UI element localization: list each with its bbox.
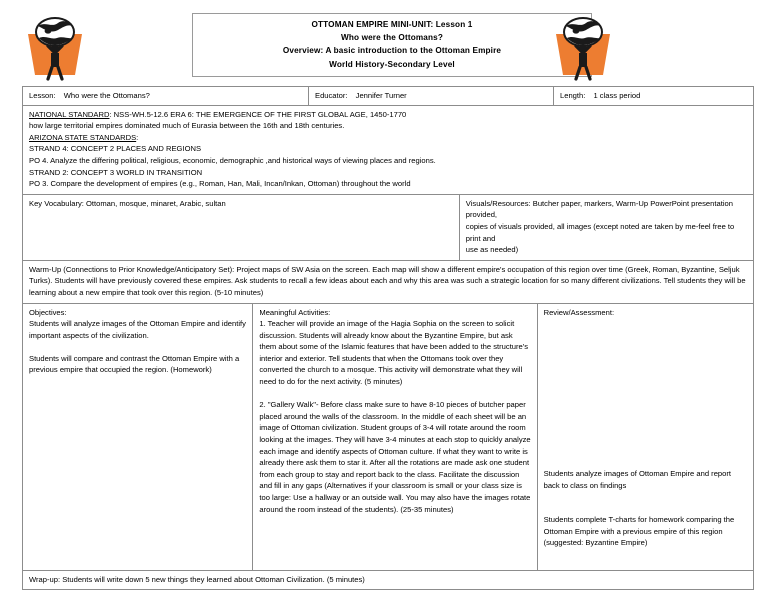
table-row-wrapup: [23, 571, 753, 590]
review-paragraph-2: Students complete T-charts for homework comparing the Ottoman Empire with a previous empire of this region (suggested: Byzantine Empire): [543, 515, 735, 548]
strand-4-line: STRAND 4: CONCEPT 2 PLACES AND REGIONS: [29, 144, 202, 154]
page-header: [22, 4, 754, 86]
objectives-paragraph-2: Students will compare and contrast the Ottoman Empire with a previous empire that occupied the region. (Homework): [29, 353, 240, 375]
national-standard-line2: how large territorial empires dominated much of Eurasia between the 16th and 18th centuries.: [29, 121, 345, 131]
table-row-standards: [23, 106, 753, 195]
table-row-main: [23, 304, 753, 571]
activities-paragraph-1: 1. Teacher will provide an image of the Hagia Sophia on the screen to solicit discussion. Students will already know about the Byzantine Empire, but ask them about some of the Islamic features that have been added to the structure's interior and exterior. Tell students that when the Ottomans took over they converted the church to a mosque. This activity will demonstrate what they will need to do for the next activity. (5 minutes): [259, 319, 529, 387]
lesson-value: Who were the Ottomans?: [63, 91, 150, 100]
activities-heading: Meaningful Activities:: [259, 307, 331, 317]
review-heading: Review/Assessment:: [543, 307, 615, 317]
educator-value: Jennifer Turner: [355, 91, 407, 100]
length-value: 1 class period: [593, 91, 641, 100]
length-label: Length:: [560, 91, 586, 100]
po-4-line: PO 4. Analyze the differing political, religious, economic, demographic ,and historical ways of viewing places and regions.: [29, 155, 436, 165]
lesson-title-box: [192, 13, 592, 77]
state-standards-line: [29, 132, 748, 144]
person-holding-globe-clipart: [12, 8, 98, 82]
visuals-resources-cell: [459, 195, 753, 260]
national-standard-label: NATIONAL STANDARD: [29, 109, 110, 119]
objectives-cell: [23, 304, 252, 570]
educator-cell: [308, 87, 553, 105]
visuals-line-2: copies of visuals provided, all images (except noted are taken by me-feel free to print and: [465, 221, 735, 243]
visuals-line-3: use as needed): [465, 245, 519, 255]
po-3-line: PO 3. Compare the development of empires (e.g., Roman, Han, Mali, Incan/Inkan, Ottoman) throughout the world: [29, 179, 411, 189]
title-line-2: Who were the Ottomans?: [340, 33, 443, 43]
title-line-4: World History-Secondary Level: [329, 59, 455, 69]
table-row-vocabulary: [23, 195, 753, 261]
objectives-heading: Objectives:: [29, 307, 67, 317]
person-holding-globe-clipart: [540, 8, 626, 82]
visuals-line-1: Visuals/Resources: Butcher paper, markers, Warm-Up PowerPoint presentation provided,: [465, 198, 733, 220]
warmup-cell: Warm-Up (Connections to Prior Knowledge/Anticipatory Set): Project maps of SW Asia on the screen. Each map will show a different empire's occupation of this region over time (Greek, Roman, Byzantine, Seljuk Turks). Students will have previously covered these empires. Ask students to recall a few ideas about each and why this area was such a strategic location for so many different civilizations. Tell students they will be learning about a new empire that took over this region. (5-10 minutes): [29, 264, 746, 297]
length-cell: [553, 87, 753, 105]
review-assessment-cell: [537, 304, 753, 570]
lesson-cell: [23, 87, 308, 105]
activities-paragraph-2: 2. "Gallery Walk"- Before class make sure to have 8-10 pieces of butcher paper placed around the walls of the classroom. In the middle of each sheet will be an image of Ottoman civilization. Student groups of 3-4 will rotate around the room looking at the images. They will have 3-4 minutes at each stop to quickly analyze each image and identify aspects of Ottoman culture. If what they want to write is already there ask them to star it. After all the rotations are made ask one student from each group to stay and report back to the class. Facilitate the discussion and fill in any gaps (Alternatives if your classroom is small or your class size is too large: Use a hallway or an outside wall. You may also have the images rotate around the room instead of the students). (25-35 minutes): [259, 400, 531, 514]
table-row-info: [23, 87, 753, 106]
lesson-plan-table: [22, 86, 754, 590]
educator-label: Educator:: [315, 91, 348, 100]
key-vocabulary-cell: Key Vocabulary: Ottoman, mosque, minaret, Arabic, sultan: [29, 198, 226, 208]
title-line-3: Overview: A basic introduction to the Ottoman Empire: [282, 46, 502, 56]
review-paragraph-1: Students analyze images of Ottoman Empire and report back to class on findings: [543, 469, 732, 490]
strand-2-line: STRAND 2: CONCEPT 3 WORLD IN TRANSITION: [29, 167, 203, 177]
state-standards-colon: :: [136, 132, 139, 142]
lesson-label: Lesson:: [29, 91, 56, 100]
title-line-1: OTTOMAN EMPIRE MINI-UNIT: Lesson 1: [311, 20, 473, 29]
lesson-plan-page: [0, 4, 776, 604]
meaningful-activities-cell: [252, 304, 536, 570]
national-standard-text: : NSS-WH.5-12.6 ERA 6: THE EMERGENCE OF THE FIRST GLOBAL AGE, 1450-1770: [109, 109, 407, 119]
wrapup-cell: Wrap-up: Students will write down 5 new things they learned about Ottoman Civilization. (5 minutes): [29, 574, 365, 584]
national-standard-line: [29, 109, 748, 121]
standards-cell: [23, 106, 753, 194]
state-standards-label: ARIZONA STATE STANDARDS: [29, 132, 137, 142]
table-row-warmup: [23, 261, 753, 304]
objectives-paragraph-1: Students will analyze images of the Ottoman Empire and identify important aspects of the civilization.: [29, 319, 246, 340]
